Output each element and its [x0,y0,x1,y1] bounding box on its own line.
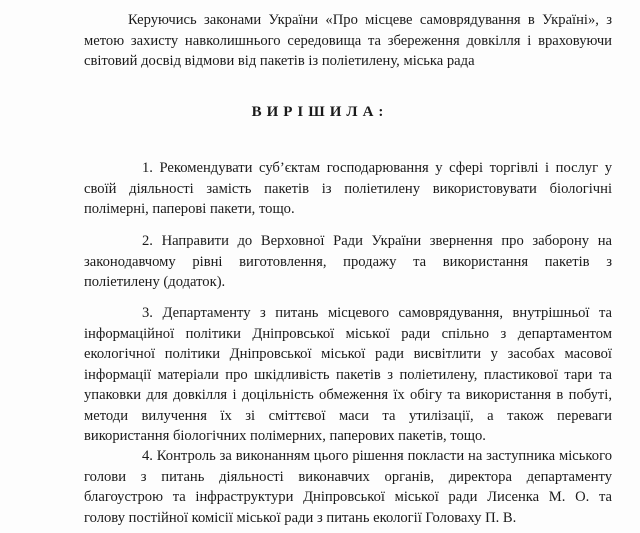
item-2-line-2: законодавчому рівні виготовлення, продажу та використання пакетів з [84,253,612,270]
item-2-line-1: 2. Направити до Верховної Ради України звернення про заборону на [142,233,612,249]
item-1-line-2: своїй діяльності замість пакетів із поліетилену використовувати біологічні [84,180,612,197]
item-1-line-1: 1. Рекомендувати суб’єктам господарювання у сфері торгівлі і послуг у [142,160,612,176]
item-3-line-1: 3. Департаменту з питань місцевого самоврядування, внутрішньої та [142,305,612,321]
item-4-line-4: голову постійної комісії міської ради з питань екології Головаху П. В. [84,509,517,526]
item-1-line-3: полімерні, паперові пакети, тощо. [84,201,295,217]
item-4-line-3: благоустрою та інфраструктури Дніпровської міської ради Лисенка М. О. та [84,489,612,505]
item-1-paragraph [84,158,612,220]
item-3-line-2: інформаційної політики Дніпровської міської ради спільно з департаментом [84,325,612,342]
intro-paragraph [84,10,612,72]
item-3-line-6: методи вилучення їх зі сміттєвої маси та утилізації, а також переваги [84,407,612,424]
item-3-line-4: інформації матеріали про шкідливість пакетів з поліетилену, пластикової тари та [84,366,612,383]
item-3-line-3: екологічної політики Дніпровської міської ради висвітлити у засобах масової [84,346,612,362]
item-2-line-3: поліетилену (додаток). [84,274,226,290]
decision-heading: ВИРІШИЛА: [251,104,389,120]
intro-line-1: Керуючись законами України «Про місцеве самоврядування в Україні», з [128,12,612,28]
intro-line-3: світовий досвід відмови від пакетів із поліетилену, міська рада [84,53,475,69]
item-3-line-7: використання біологічних полімерних, паперових пакетів, тощо. [84,428,486,444]
intro-line-2: метою захисту навколишнього середовища та збереження довкілля і враховуючи [84,32,612,49]
item-4-line-2: голови з питань діяльності виконавчих органів, директора департаменту [84,468,612,485]
item-2-paragraph [84,231,612,293]
item-3-paragraph [84,303,612,447]
item-4-paragraph [84,446,612,528]
item-4-line-1: 4. Контроль за виконанням цього рішення покласти на заступника міського [142,448,612,464]
item-3-line-5: упаковки для довкілля і доцільність обмеження їх обігу та використання в побуті, [84,387,612,403]
